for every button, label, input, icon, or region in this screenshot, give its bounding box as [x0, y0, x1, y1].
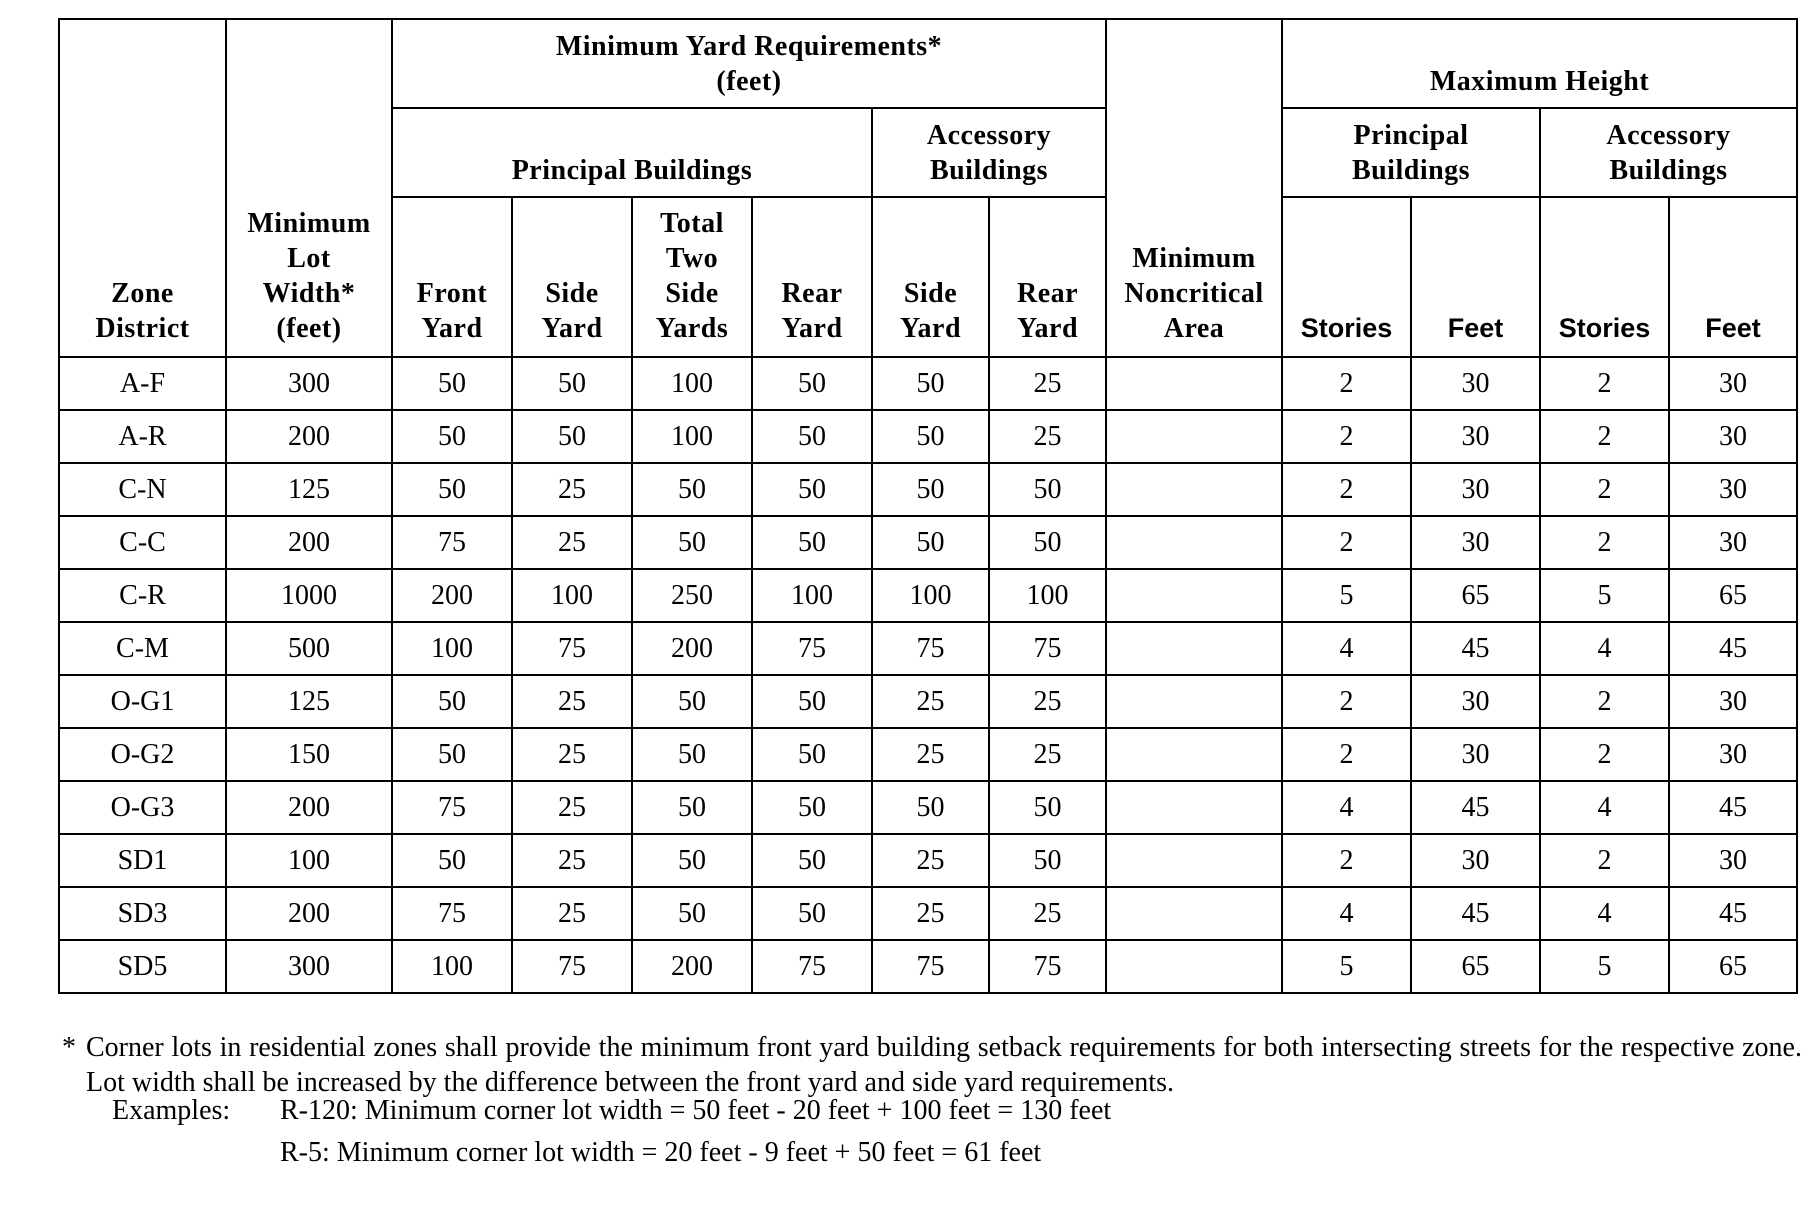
accessory-stories-cell: 2: [1540, 728, 1669, 781]
accessory-stories-cell: 2: [1540, 516, 1669, 569]
min-lot-width-cell: 150: [226, 728, 392, 781]
principal-stories-cell: 2: [1282, 463, 1411, 516]
min-noncritical-area-cell: [1106, 781, 1282, 834]
table-body: [59, 357, 1797, 993]
rear-yard-cell: 50: [752, 463, 872, 516]
maximum-height-header: Maximum Height: [1282, 19, 1797, 108]
zone-district-cell: C-C: [59, 516, 226, 569]
zone-district-cell: SD3: [59, 887, 226, 940]
example-r5: R-5: Minimum corner lot width = 20 feet - 9 feet + 50 feet = 61 feet: [280, 1137, 1042, 1168]
accessory-stories-cell: 2: [1540, 463, 1669, 516]
accessory-rear-yard-cell: 50: [989, 516, 1106, 569]
principal-feet-cell: 30: [1411, 834, 1540, 887]
zone-district-cell: C-R: [59, 569, 226, 622]
principal-feet-cell: 30: [1411, 675, 1540, 728]
accessory-side-yard-cell: 25: [872, 834, 989, 887]
accessory-feet-cell: 30: [1669, 516, 1797, 569]
rear-yard-cell: 50: [752, 357, 872, 410]
accessory-stories-cell: 2: [1540, 675, 1669, 728]
min-noncritical-area-cell: [1106, 410, 1282, 463]
rear-yard-cell: 50: [752, 887, 872, 940]
accessory-side-yard-cell: 50: [872, 516, 989, 569]
principal-feet-cell: 65: [1411, 569, 1540, 622]
rear-yard-cell: 75: [752, 622, 872, 675]
accessory-stories-cell: 2: [1540, 357, 1669, 410]
table-row: [59, 569, 1797, 622]
accessory-rear-yard-cell: 75: [989, 940, 1106, 993]
total-two-side-yards-cell: 50: [632, 834, 752, 887]
min-lot-width-cell: 200: [226, 516, 392, 569]
min-lot-width-cell: 200: [226, 887, 392, 940]
accessory-side-yard-cell: 50: [872, 781, 989, 834]
accessory-rear-yard-cell: 100: [989, 569, 1106, 622]
principal-stories-cell: 2: [1282, 516, 1411, 569]
principal-stories-cell: 2: [1282, 410, 1411, 463]
rear-yard-header: Rear Yard: [752, 197, 872, 357]
total-two-side-yards-cell: 50: [632, 463, 752, 516]
zone-district-cell: SD5: [59, 940, 226, 993]
principal-stories-cell: 2: [1282, 675, 1411, 728]
accessory-feet-cell: 30: [1669, 410, 1797, 463]
rear-yard-cell: 50: [752, 410, 872, 463]
side-yard-cell: 25: [512, 728, 632, 781]
accessory-side-yard-cell: 25: [872, 887, 989, 940]
examples-label: Examples:: [112, 1095, 231, 1126]
principal-buildings-header: Principal Buildings: [392, 108, 872, 197]
rear-yard-cell: 75: [752, 940, 872, 993]
front-yard-cell: 75: [392, 516, 512, 569]
height-principal-buildings-header: Principal Buildings: [1282, 108, 1540, 197]
principal-stories-cell: 4: [1282, 887, 1411, 940]
accessory-side-yard-cell: 25: [872, 675, 989, 728]
principal-feet-cell: 45: [1411, 622, 1540, 675]
table-row: [59, 675, 1797, 728]
accessory-rear-yard-cell: 50: [989, 834, 1106, 887]
front-yard-cell: 75: [392, 887, 512, 940]
principal-stories-cell: 2: [1282, 728, 1411, 781]
side-yard-cell: 100: [512, 569, 632, 622]
accessory-rear-yard-cell: 75: [989, 622, 1106, 675]
zoning-requirements-table: [58, 18, 1798, 994]
accessory-stories-header: Stories: [1540, 197, 1669, 357]
rear-yard-cell: 50: [752, 516, 872, 569]
principal-stories-cell: 2: [1282, 357, 1411, 410]
accessory-side-yard-cell: 50: [872, 463, 989, 516]
principal-stories-header: Stories: [1282, 197, 1411, 357]
table-row: [59, 887, 1797, 940]
min-lot-width-cell: 100: [226, 834, 392, 887]
min-noncritical-area-cell: [1106, 887, 1282, 940]
accessory-side-yard-cell: 75: [872, 622, 989, 675]
footnote-marker: *: [62, 1032, 76, 1063]
table-row: [59, 781, 1797, 834]
side-yard-cell: 25: [512, 463, 632, 516]
table-row: [59, 940, 1797, 993]
side-yard-cell: 50: [512, 357, 632, 410]
min-noncritical-area-cell: [1106, 675, 1282, 728]
table-row: [59, 622, 1797, 675]
accessory-feet-cell: 65: [1669, 569, 1797, 622]
table-row: [59, 463, 1797, 516]
accessory-buildings-header: Accessory Buildings: [872, 108, 1106, 197]
table-row: [59, 410, 1797, 463]
principal-stories-cell: 5: [1282, 940, 1411, 993]
rear-yard-cell: 50: [752, 834, 872, 887]
principal-feet-cell: 45: [1411, 887, 1540, 940]
principal-feet-cell: 45: [1411, 781, 1540, 834]
min-noncritical-area-header: Minimum Noncritical Area: [1106, 19, 1282, 357]
footnote-text: Corner lots in residential zones shall provide the minimum front yard building setback requirements for both intersecting streets for the respective zone. Lot width shall be increased by the difference between the front yard and side yard requirements.: [86, 1032, 1802, 1098]
total-two-side-yards-cell: 50: [632, 516, 752, 569]
rear-yard-cell: 50: [752, 781, 872, 834]
total-two-side-yards-cell: 50: [632, 781, 752, 834]
table-row: [59, 728, 1797, 781]
accessory-rear-yard-header: Rear Yard: [989, 197, 1106, 357]
accessory-rear-yard-cell: 25: [989, 728, 1106, 781]
min-lot-width-cell: 125: [226, 463, 392, 516]
front-yard-cell: 75: [392, 781, 512, 834]
min-lot-width-cell: 200: [226, 781, 392, 834]
total-two-side-yards-header: Total Two Side Yards: [632, 197, 752, 357]
side-yard-cell: 25: [512, 781, 632, 834]
min-lot-width-cell: 500: [226, 622, 392, 675]
total-two-side-yards-cell: 100: [632, 357, 752, 410]
height-accessory-buildings-header: Accessory Buildings: [1540, 108, 1797, 197]
min-lot-width-cell: 1000: [226, 569, 392, 622]
front-yard-cell: 50: [392, 463, 512, 516]
rear-yard-cell: 100: [752, 569, 872, 622]
accessory-stories-cell: 2: [1540, 410, 1669, 463]
side-yard-cell: 25: [512, 675, 632, 728]
zone-district-cell: A-F: [59, 357, 226, 410]
total-two-side-yards-cell: 50: [632, 675, 752, 728]
side-yard-cell: 50: [512, 410, 632, 463]
accessory-stories-cell: 5: [1540, 569, 1669, 622]
principal-stories-cell: 4: [1282, 781, 1411, 834]
min-noncritical-area-cell: [1106, 728, 1282, 781]
accessory-rear-yard-cell: 50: [989, 463, 1106, 516]
accessory-feet-header: Feet: [1669, 197, 1797, 357]
table-row: [59, 834, 1797, 887]
accessory-feet-cell: 30: [1669, 675, 1797, 728]
accessory-side-yard-header: Side Yard: [872, 197, 989, 357]
accessory-feet-cell: 45: [1669, 622, 1797, 675]
min-lot-width-cell: 200: [226, 410, 392, 463]
principal-stories-cell: 2: [1282, 834, 1411, 887]
zone-district-header: Zone District: [59, 19, 226, 357]
total-two-side-yards-cell: 200: [632, 940, 752, 993]
principal-stories-cell: 4: [1282, 622, 1411, 675]
front-yard-cell: 100: [392, 940, 512, 993]
zone-district-cell: O-G3: [59, 781, 226, 834]
principal-feet-cell: 30: [1411, 463, 1540, 516]
example-r120: R-120: Minimum corner lot width = 50 feet - 20 feet + 100 feet = 130 feet: [280, 1095, 1112, 1126]
total-two-side-yards-cell: 50: [632, 728, 752, 781]
min-noncritical-area-cell: [1106, 834, 1282, 887]
principal-feet-cell: 30: [1411, 357, 1540, 410]
min-lot-width-cell: 125: [226, 675, 392, 728]
accessory-stories-cell: 5: [1540, 940, 1669, 993]
total-two-side-yards-cell: 200: [632, 622, 752, 675]
total-two-side-yards-cell: 250: [632, 569, 752, 622]
front-yard-cell: 50: [392, 675, 512, 728]
accessory-feet-cell: 30: [1669, 834, 1797, 887]
side-yard-header: Side Yard: [512, 197, 632, 357]
zone-district-cell: SD1: [59, 834, 226, 887]
accessory-feet-cell: 65: [1669, 940, 1797, 993]
min-noncritical-area-cell: [1106, 940, 1282, 993]
accessory-feet-cell: 30: [1669, 463, 1797, 516]
accessory-rear-yard-cell: 50: [989, 781, 1106, 834]
front-yard-cell: 50: [392, 357, 512, 410]
accessory-side-yard-cell: 50: [872, 357, 989, 410]
side-yard-cell: 25: [512, 834, 632, 887]
side-yard-cell: 25: [512, 516, 632, 569]
front-yard-cell: 50: [392, 834, 512, 887]
accessory-rear-yard-cell: 25: [989, 887, 1106, 940]
min-yard-requirements-header: Minimum Yard Requirements* (feet): [392, 19, 1106, 108]
accessory-side-yard-cell: 50: [872, 410, 989, 463]
front-yard-cell: 50: [392, 728, 512, 781]
accessory-rear-yard-cell: 25: [989, 410, 1106, 463]
zoning-document: [58, 18, 1796, 994]
principal-feet-cell: 30: [1411, 410, 1540, 463]
table-row: [59, 516, 1797, 569]
accessory-stories-cell: 2: [1540, 834, 1669, 887]
side-yard-cell: 25: [512, 887, 632, 940]
accessory-side-yard-cell: 75: [872, 940, 989, 993]
accessory-feet-cell: 45: [1669, 781, 1797, 834]
min-lot-width-header: Minimum Lot Width* (feet): [226, 19, 392, 357]
accessory-stories-cell: 4: [1540, 781, 1669, 834]
accessory-side-yard-cell: 100: [872, 569, 989, 622]
min-noncritical-area-cell: [1106, 622, 1282, 675]
min-lot-width-cell: 300: [226, 357, 392, 410]
min-noncritical-area-cell: [1106, 516, 1282, 569]
rear-yard-cell: 50: [752, 675, 872, 728]
min-noncritical-area-cell: [1106, 569, 1282, 622]
front-yard-cell: 50: [392, 410, 512, 463]
side-yard-cell: 75: [512, 940, 632, 993]
side-yard-cell: 75: [512, 622, 632, 675]
zone-district-cell: O-G2: [59, 728, 226, 781]
rear-yard-cell: 50: [752, 728, 872, 781]
front-yard-cell: 100: [392, 622, 512, 675]
min-noncritical-area-cell: [1106, 463, 1282, 516]
principal-feet-cell: 30: [1411, 728, 1540, 781]
accessory-feet-cell: 30: [1669, 728, 1797, 781]
min-lot-width-cell: 300: [226, 940, 392, 993]
accessory-stories-cell: 4: [1540, 887, 1669, 940]
total-two-side-yards-cell: 50: [632, 887, 752, 940]
zone-district-cell: C-M: [59, 622, 226, 675]
accessory-feet-cell: 30: [1669, 357, 1797, 410]
front-yard-header: Front Yard: [392, 197, 512, 357]
principal-feet-header: Feet: [1411, 197, 1540, 357]
min-noncritical-area-cell: [1106, 357, 1282, 410]
table-row: [59, 357, 1797, 410]
zone-district-cell: O-G1: [59, 675, 226, 728]
zone-district-cell: C-N: [59, 463, 226, 516]
zone-district-cell: A-R: [59, 410, 226, 463]
accessory-rear-yard-cell: 25: [989, 675, 1106, 728]
accessory-rear-yard-cell: 25: [989, 357, 1106, 410]
accessory-side-yard-cell: 25: [872, 728, 989, 781]
front-yard-cell: 200: [392, 569, 512, 622]
accessory-feet-cell: 45: [1669, 887, 1797, 940]
accessory-stories-cell: 4: [1540, 622, 1669, 675]
principal-stories-cell: 5: [1282, 569, 1411, 622]
principal-feet-cell: 30: [1411, 516, 1540, 569]
total-two-side-yards-cell: 100: [632, 410, 752, 463]
principal-feet-cell: 65: [1411, 940, 1540, 993]
